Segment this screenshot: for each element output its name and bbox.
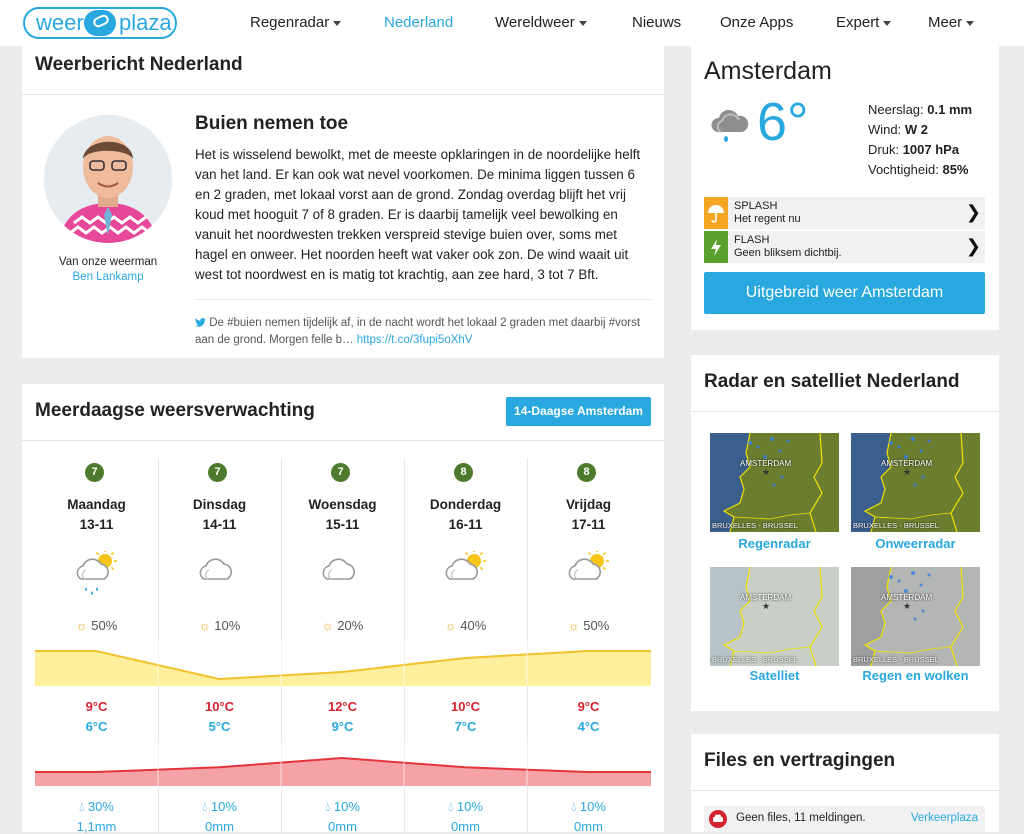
logo-pill-icon xyxy=(84,10,116,36)
raindrop-icon: 💧︎ xyxy=(202,799,208,814)
chevron-right-icon: ❯ xyxy=(965,236,981,256)
flash-alert[interactable] xyxy=(704,231,985,263)
chevron-right-icon: ❯ xyxy=(965,202,981,222)
sun-icon: ☼ xyxy=(75,618,88,633)
map-city-label: AMSTERDAM xyxy=(881,593,933,602)
raindrop-icon: 💧︎ xyxy=(448,799,454,814)
divider xyxy=(195,299,651,300)
car-icon xyxy=(709,810,727,828)
forecast-day[interactable] xyxy=(527,458,650,832)
max-temperature: 9°C xyxy=(85,699,108,714)
sun-icon: ☼ xyxy=(198,618,211,633)
map-star-icon: ★ xyxy=(903,601,912,611)
sunshine-percentage: ☼ 50% xyxy=(75,618,118,633)
divider xyxy=(691,790,999,791)
rain-chance: 💧︎ 10% xyxy=(202,799,237,814)
map-thumbnail-4[interactable] xyxy=(851,567,980,666)
min-temperature: 9°C xyxy=(331,719,354,734)
traffic-status-row[interactable] xyxy=(704,806,985,832)
day-name: Woensdag xyxy=(308,497,377,512)
flash-title: FLASH xyxy=(734,234,770,246)
splash-alert[interactable] xyxy=(704,197,985,229)
map-label-link[interactable]: Regen en wolken xyxy=(862,668,969,683)
day-date: 17-11 xyxy=(571,517,606,532)
forecast-day[interactable] xyxy=(281,458,404,832)
sunshine-percentage: ☼ 40% xyxy=(444,618,487,633)
map-star-icon: ★ xyxy=(762,601,771,611)
day-name: Dinsdag xyxy=(192,497,247,512)
city-name: Amsterdam xyxy=(704,57,832,85)
raindrop-icon: 💧︎ xyxy=(571,799,577,814)
map-star-icon: ★ xyxy=(903,467,912,477)
min-temperature: 5°C xyxy=(208,719,231,734)
author-avatar xyxy=(44,115,172,243)
weather-score-badge: 8 xyxy=(454,463,473,482)
caret-down-icon xyxy=(579,21,587,26)
sun-icon: ☼ xyxy=(321,618,334,633)
rain-chance: 💧︎ 10% xyxy=(571,799,606,814)
splash-title: SPLASH xyxy=(734,200,778,212)
day-date: 15-11 xyxy=(325,517,360,532)
map-thumbnail-2[interactable] xyxy=(851,433,980,532)
report-body: Het is wisselend bewolkt, met de meeste opklaringen in de noordelijke helft van het land. Er kan ook wat nevel voorkomen. De minima liggen tussen 6 en 2 graden, met lokaal vorst aan de grond. Zondag overdag blijft het vrij koud met hooguit 7 of 8 graden. Er is daarbij tamelijk veel bewolking en vanuit het noordwesten trekken verspreid stevige buien over, soms met hagel en onweer. Het noorden heeft wat vaker ook zon. De wind waait uit west tot noordwest en is matig tot krachtig, aan zee hard, 3 tot 7 Bft. xyxy=(195,147,641,282)
logo-word-weer: weer xyxy=(36,10,84,35)
cloud-icon xyxy=(318,551,366,602)
max-temperature: 9°C xyxy=(577,699,600,714)
report-title: Weerbericht Nederland xyxy=(35,54,243,75)
raindrop-icon: 💧︎ xyxy=(79,799,85,814)
weather-score-badge: 7 xyxy=(208,463,227,482)
max-temperature: 10°C xyxy=(204,699,235,714)
humidity-detail: Vochtigheid: 85% xyxy=(868,162,969,177)
map-label-link[interactable]: Regenradar xyxy=(738,536,811,551)
map-label-link[interactable]: Onweerradar xyxy=(875,536,956,551)
map-south-label: BRUXELLES - BRUSSEL xyxy=(853,655,939,664)
weather-score-badge: 8 xyxy=(577,463,596,482)
current-temperature: 6° xyxy=(757,92,809,152)
weather-score-badge: 7 xyxy=(85,463,104,482)
divider xyxy=(22,440,664,441)
forecast-day[interactable] xyxy=(158,458,281,832)
rain-chance: 💧︎ 10% xyxy=(448,799,483,814)
rain-amount: 0mm xyxy=(328,819,357,834)
map-city-label: AMSTERDAM xyxy=(740,593,792,602)
min-temperature: 6°C xyxy=(85,719,108,734)
min-temperature: 7°C xyxy=(454,719,477,734)
rain-chance: 💧︎ 30% xyxy=(79,799,114,814)
precipitation-detail: Neerslag: 0.1 mm xyxy=(868,102,973,117)
divider xyxy=(691,411,999,412)
logo-word-plaza: plaza xyxy=(119,10,172,35)
rain-amount: 0mm xyxy=(205,819,234,834)
nav-regenradar[interactable]: Regenradar xyxy=(250,14,341,31)
map-star-icon: ★ xyxy=(762,467,771,477)
map-south-label: BRUXELLES - BRUSSEL xyxy=(712,655,798,664)
author-caption: Van onze weerman xyxy=(58,256,158,268)
nav-nederland[interactable]: Nederland xyxy=(384,14,454,31)
nav-onze-apps[interactable]: Onze Apps xyxy=(720,14,794,31)
tweet-text: De #buien nemen tijdelijk af, in de nacht wordt het lokaal 2 graden met daarbij #vorst aan de grond. Morgen felle b… xyxy=(195,317,641,346)
nav-meer[interactable]: Meer xyxy=(928,14,974,31)
wind-detail: Wind: W 2 xyxy=(868,122,928,137)
weather-score-badge: 7 xyxy=(331,463,350,482)
forecast-title: Meerdaagse weersverwachting xyxy=(35,400,315,421)
sun-cloud-icon xyxy=(564,551,612,602)
cloud-icon xyxy=(195,551,243,602)
forecast-day[interactable] xyxy=(404,458,527,832)
map-south-label: BRUXELLES - BRUSSEL xyxy=(853,521,939,530)
day-date: 13-11 xyxy=(79,517,114,532)
sunshine-percentage: ☼ 50% xyxy=(567,618,610,633)
sunshine-percentage: ☼ 10% xyxy=(198,618,241,633)
sun-icon: ☼ xyxy=(567,618,580,633)
map-thumbnail-1[interactable] xyxy=(710,433,839,532)
traffic-title: Files en vertragingen xyxy=(704,750,896,771)
divider xyxy=(22,94,664,95)
verkeerplaza-link[interactable]: Verkeerplaza xyxy=(910,812,978,824)
lightning-icon xyxy=(704,231,728,263)
nav-nieuws[interactable]: Nieuws xyxy=(632,14,682,31)
weerplaza-logo[interactable] xyxy=(23,7,177,39)
rain-amount: 0mm xyxy=(574,819,603,834)
author-name-link[interactable]: Ben Lankamp xyxy=(72,271,144,283)
report-headline: Buien nemen toe xyxy=(195,113,349,134)
sun-icon: ☼ xyxy=(444,618,457,633)
day-date: 16-11 xyxy=(448,517,483,532)
sun-cloud-rain-icon xyxy=(72,551,120,602)
sunshine-percentage: ☼ 20% xyxy=(321,618,364,633)
rain-amount: 1,1mm xyxy=(76,819,117,834)
sun-cloud-icon xyxy=(441,551,489,602)
splash-text: Het regent nu xyxy=(734,213,801,225)
twitter-icon xyxy=(195,317,209,329)
map-south-label: BRUXELLES - BRUSSEL xyxy=(712,521,798,530)
raindrop-icon: 💧︎ xyxy=(325,799,331,814)
day-name: Vrijdag xyxy=(565,497,611,512)
map-label-link[interactable]: Satelliet xyxy=(749,668,800,683)
pressure-detail: Druk: 1007 hPa xyxy=(868,142,960,157)
max-temperature: 12°C xyxy=(327,699,358,714)
day-date: 14-11 xyxy=(202,517,237,532)
latest-tweet xyxy=(195,315,655,349)
rain-chance: 💧︎ 10% xyxy=(325,799,360,814)
top-navigation xyxy=(0,0,1024,46)
map-thumbnail-3[interactable] xyxy=(710,567,839,666)
max-temperature: 10°C xyxy=(450,699,481,714)
forecast-day[interactable] xyxy=(35,458,158,832)
traffic-status-text: Geen files, 11 meldingen. xyxy=(736,812,866,824)
umbrella-icon xyxy=(704,197,728,229)
min-temperature: 4°C xyxy=(577,719,600,734)
map-city-label: AMSTERDAM xyxy=(740,459,792,468)
radar-title: Radar en satelliet Nederland xyxy=(704,371,960,392)
caret-down-icon xyxy=(333,21,341,26)
nav-expert[interactable]: Expert xyxy=(836,14,891,31)
day-name: Donderdag xyxy=(429,497,502,512)
caret-down-icon xyxy=(966,21,974,26)
fourteen-day-button[interactable]: 14-Daagse Amsterdam xyxy=(506,397,651,426)
flash-text: Geen bliksem dichtbij. xyxy=(734,247,842,259)
day-name: Maandag xyxy=(67,497,126,512)
tweet-link[interactable]: https://t.co/3fupi5oXhV xyxy=(356,334,473,346)
map-city-label: AMSTERDAM xyxy=(881,459,933,468)
nav-wereldweer[interactable]: Wereldweer xyxy=(495,14,587,31)
caret-down-icon xyxy=(883,21,891,26)
rain-amount: 0mm xyxy=(451,819,480,834)
detailed-weather-button[interactable]: Uitgebreid weer Amsterdam xyxy=(704,272,985,314)
cloud-rain-icon xyxy=(709,108,751,149)
